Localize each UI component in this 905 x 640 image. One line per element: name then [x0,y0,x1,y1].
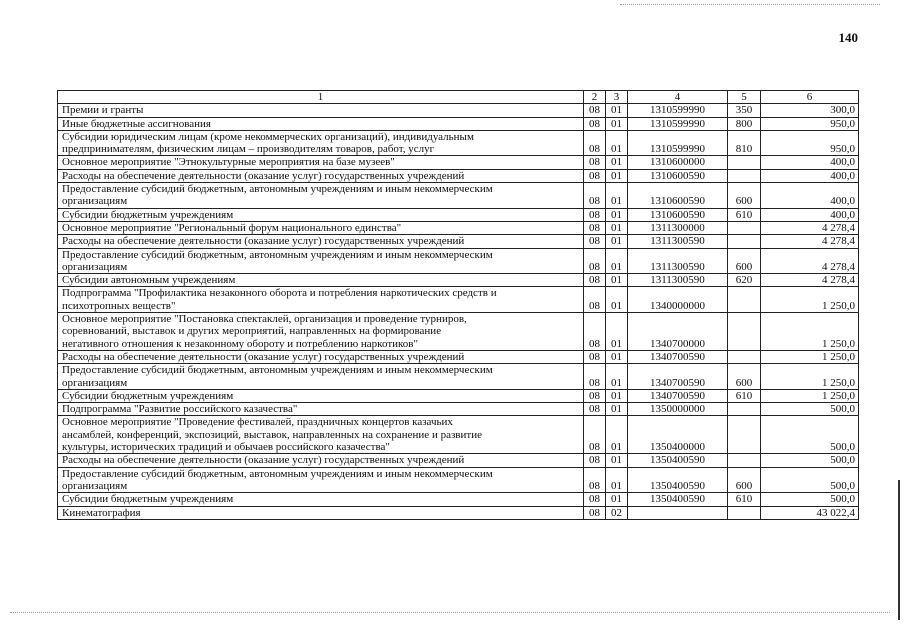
section-code-cell: 08 [584,208,606,221]
row-name-line: организациям [62,479,128,492]
scan-artifact-edge [898,480,900,620]
expense-type-cell: 350 [728,104,761,117]
amount-cell: 500,0 [761,493,859,506]
row-name-line: Подпрограмма "Развитие российского казачества" [62,403,298,416]
subsection-code-cell: 01 [606,156,628,169]
table-row [58,221,859,234]
expense-type-cell: 610 [728,493,761,506]
subsection-code-cell: 01 [606,467,628,493]
expense-type-cell: 600 [728,183,761,209]
table-row [58,169,859,182]
row-name-cell [58,156,584,169]
row-name-line: Предоставление субсидий бюджетным, автономным учреждениям и иным некоммерческим [62,364,493,377]
target-code-cell: 1310599990 [628,117,728,130]
expense-type-cell: 800 [728,117,761,130]
subsection-code-cell: 02 [606,506,628,519]
row-name-line: Расходы на обеспечение деятельности (оказание услуг) государственных учреждений [62,235,465,248]
target-code-cell: 1340700590 [628,364,728,390]
row-name-line: Предоставление субсидий бюджетным, автономным учреждениям и иным некоммерческим [62,248,493,261]
subsection-code-cell: 01 [606,221,628,234]
header-cell-name: 1 [58,91,584,104]
expense-type-cell: 610 [728,208,761,221]
subsection-code-cell: 01 [606,493,628,506]
amount-cell: 400,0 [761,169,859,182]
section-code-cell: 08 [584,403,606,416]
row-name-line: Подпрограмма "Профилактика незаконного оборота и потребления наркотических средств и [62,287,497,300]
table-row [58,130,859,156]
table-row [58,454,859,467]
row-name-line: ансамблей, конференций, экспозиций, выставок, направленных на сохранение и развитие [62,428,482,441]
amount-cell: 950,0 [761,130,859,156]
subsection-code-cell: 01 [606,364,628,390]
header-cell-section: 2 [584,91,606,104]
section-code-cell: 08 [584,454,606,467]
section-code-cell: 08 [584,416,606,454]
row-name-cell [58,506,584,519]
subsection-code-cell: 01 [606,313,628,351]
subsection-code-cell: 01 [606,208,628,221]
expense-type-cell [728,313,761,351]
table-row [58,248,859,274]
row-name-line: Субсидии бюджетным учреждениям [62,389,234,402]
table-row [58,313,859,351]
row-name-cell [58,313,584,351]
section-code-cell: 08 [584,221,606,234]
table-row [58,493,859,506]
scan-artifact-top [620,4,880,6]
row-name-line: психотропных веществ" [62,299,176,312]
row-name-line: Предоставление субсидий бюджетным, автономным учреждениям и иным некоммерческим [62,183,493,196]
row-name-line: Иные бюджетные ассигнования [62,117,211,130]
subsection-code-cell: 01 [606,274,628,287]
row-name-cell [58,235,584,248]
amount-cell: 1 250,0 [761,313,859,351]
target-code-cell: 1340700590 [628,350,728,363]
row-name-line: организациям [62,260,128,273]
row-name-line: организациям [62,376,128,389]
target-code-cell: 1311300000 [628,221,728,234]
section-code-cell: 08 [584,183,606,209]
amount-cell: 400,0 [761,156,859,169]
row-name-cell [58,364,584,390]
row-name-line: Основное мероприятие "Проведение фестивалей, праздничных концертов казачьих [62,416,453,429]
section-code-cell: 08 [584,364,606,390]
section-code-cell: 08 [584,235,606,248]
expense-type-cell [728,350,761,363]
subsection-code-cell: 01 [606,403,628,416]
amount-cell: 500,0 [761,454,859,467]
amount-cell: 500,0 [761,403,859,416]
target-code-cell: 1350400590 [628,454,728,467]
header-cell-expense-type: 5 [728,91,761,104]
expense-type-cell [728,287,761,313]
section-code-cell: 08 [584,130,606,156]
target-code-cell: 1340700590 [628,389,728,402]
target-code-cell [628,506,728,519]
subsection-code-cell: 01 [606,287,628,313]
expense-type-cell: 600 [728,248,761,274]
target-code-cell: 1310600590 [628,208,728,221]
target-code-cell: 1350400590 [628,493,728,506]
row-name-cell [58,208,584,221]
table-row [58,506,859,519]
amount-cell: 4 278,4 [761,235,859,248]
table-row [58,467,859,493]
section-code-cell: 08 [584,467,606,493]
expense-type-cell [728,221,761,234]
subsection-code-cell: 01 [606,130,628,156]
row-name-cell [58,454,584,467]
row-name-cell [58,493,584,506]
subsection-code-cell: 01 [606,235,628,248]
target-code-cell: 1350400000 [628,416,728,454]
section-code-cell: 08 [584,493,606,506]
target-code-cell: 1310600000 [628,156,728,169]
row-name-cell [58,221,584,234]
target-code-cell: 1310599990 [628,130,728,156]
row-name-cell [58,467,584,493]
row-name-line: соревнований, выставок и других мероприятий, направленных на формирование [62,325,442,338]
expense-type-cell [728,169,761,182]
amount-cell: 4 278,4 [761,274,859,287]
section-code-cell: 08 [584,389,606,402]
target-code-cell: 1311300590 [628,274,728,287]
table-row [58,403,859,416]
row-name-cell [58,117,584,130]
target-code-cell: 1310600590 [628,169,728,182]
target-code-cell: 1310599990 [628,104,728,117]
section-code-cell: 08 [584,248,606,274]
target-code-cell: 1311300590 [628,235,728,248]
row-name-line: Премии и гранты [62,104,144,117]
row-name-cell [58,104,584,117]
row-name-cell [58,274,584,287]
amount-cell: 1 250,0 [761,389,859,402]
row-name-line: Расходы на обеспечение деятельности (оказание услуг) государственных учреждений [62,169,465,182]
subsection-code-cell: 01 [606,104,628,117]
amount-cell: 400,0 [761,208,859,221]
row-name-line: культуры, исторических традиций и обычаев российского казачества" [62,441,390,454]
table-row [58,350,859,363]
section-code-cell: 08 [584,313,606,351]
expense-type-cell [728,416,761,454]
target-code-cell: 1340000000 [628,287,728,313]
row-name-line: Расходы на обеспечение деятельности (оказание услуг) государственных учреждений [62,454,465,467]
section-code-cell: 08 [584,156,606,169]
row-name-cell [58,248,584,274]
row-name-line: Основное мероприятие "Региональный форум национального единства" [62,221,402,234]
row-name-cell [58,403,584,416]
table-row [58,183,859,209]
subsection-code-cell: 01 [606,416,628,454]
target-code-cell: 1311300590 [628,248,728,274]
amount-cell: 1 250,0 [761,364,859,390]
table-row [58,274,859,287]
target-code-cell: 1350400590 [628,467,728,493]
scan-artifact-bottom [10,612,890,614]
row-name-line: Основное мероприятие "Постановка спектаклей, организация и проведение турниров, [62,313,467,326]
amount-cell: 300,0 [761,104,859,117]
expense-type-cell [728,235,761,248]
subsection-code-cell: 01 [606,248,628,274]
expense-type-cell [728,454,761,467]
table-row [58,235,859,248]
target-code-cell: 1340700000 [628,313,728,351]
table-row [58,117,859,130]
row-name-line: Кинематография [62,506,141,519]
table-row [58,364,859,390]
table-row [58,287,859,313]
subsection-code-cell: 01 [606,454,628,467]
page-number: 140 [838,30,858,45]
row-name-line: негативного отношения к незаконному обороту и потреблению наркотиков" [62,337,418,350]
expense-type-cell [728,156,761,169]
row-name-cell [58,389,584,402]
row-name-line: Субсидии юридическим лицам (кроме некоммерческих организаций), индивидуальным [62,130,474,143]
header-cell-target-code: 4 [628,91,728,104]
row-name-cell [58,350,584,363]
row-name-line: предпринимателям, физическим лицам – производителям товаров, работ, услуг [62,143,435,156]
amount-cell: 4 278,4 [761,248,859,274]
amount-cell: 400,0 [761,183,859,209]
amount-cell: 500,0 [761,416,859,454]
amount-cell: 4 278,4 [761,221,859,234]
amount-cell: 500,0 [761,467,859,493]
expense-type-cell [728,403,761,416]
amount-cell: 1 250,0 [761,287,859,313]
subsection-code-cell: 01 [606,350,628,363]
expense-type-cell: 600 [728,364,761,390]
header-cell-subsection: 3 [606,91,628,104]
row-name-line: Субсидии бюджетным учреждениям [62,208,234,221]
subsection-code-cell: 01 [606,169,628,182]
row-name-cell [58,169,584,182]
target-code-cell: 1310600590 [628,183,728,209]
row-name-cell [58,416,584,454]
expense-type-cell [728,506,761,519]
section-code-cell: 08 [584,169,606,182]
row-name-line: организациям [62,195,128,208]
row-name-cell [58,130,584,156]
section-code-cell: 08 [584,506,606,519]
subsection-code-cell: 01 [606,183,628,209]
target-code-cell: 1350000000 [628,403,728,416]
amount-cell: 950,0 [761,117,859,130]
expense-type-cell: 620 [728,274,761,287]
table-row [58,104,859,117]
subsection-code-cell: 01 [606,389,628,402]
row-name-line: Основное мероприятие "Этнокультурные мероприятия на базе музеев" [62,156,395,169]
row-name-line: Расходы на обеспечение деятельности (оказание услуг) государственных учреждений [62,350,465,363]
amount-cell: 43 022,4 [761,506,859,519]
table-row [58,416,859,454]
expense-type-cell: 600 [728,467,761,493]
expense-type-cell: 810 [728,130,761,156]
header-cell-amount: 6 [761,91,859,104]
expense-type-cell: 610 [728,389,761,402]
section-code-cell: 08 [584,274,606,287]
table-row [58,208,859,221]
row-name-cell [58,183,584,209]
section-code-cell: 08 [584,287,606,313]
row-name-line: Предоставление субсидий бюджетным, автономным учреждениям и иным некоммерческим [62,467,493,480]
table-header-row [58,91,859,104]
row-name-line: Субсидии автономным учреждениям [62,274,236,287]
section-code-cell: 08 [584,117,606,130]
row-name-line: Субсидии бюджетным учреждениям [62,493,234,506]
budget-table [57,90,859,520]
subsection-code-cell: 01 [606,117,628,130]
table-row [58,156,859,169]
section-code-cell: 08 [584,350,606,363]
table-row [58,389,859,402]
section-code-cell: 08 [584,104,606,117]
amount-cell: 1 250,0 [761,350,859,363]
row-name-cell [58,287,584,313]
